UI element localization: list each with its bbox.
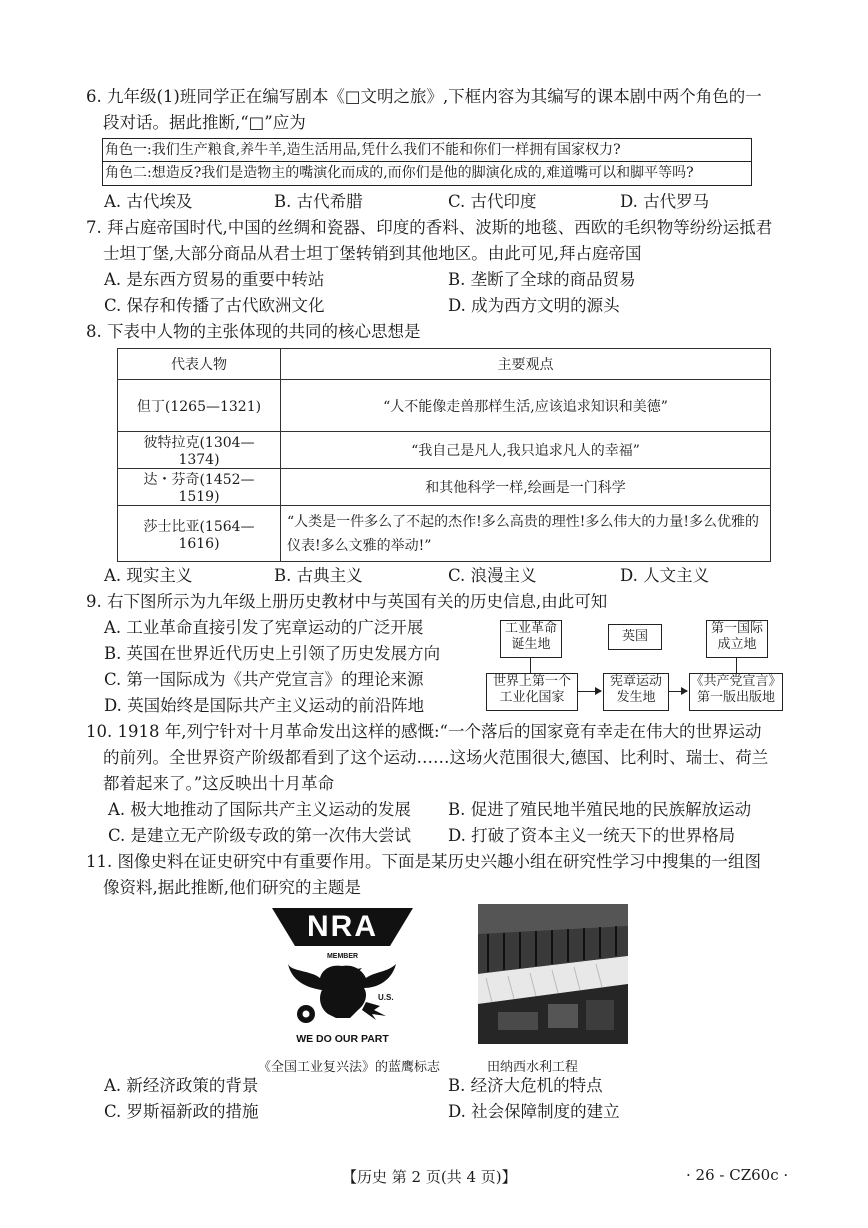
- q9-option-d[interactable]: D. 英国始终是国际共产主义运动的前沿阵地: [104, 696, 425, 715]
- q10-option-b[interactable]: B. 促进了殖民地半殖民地的民族解放运动: [448, 800, 752, 819]
- flow-box-first-industrialized: 世界上第一个 工业化国家: [486, 673, 578, 711]
- table-row: [118, 380, 771, 432]
- nra-logo-text: NRA: [307, 910, 378, 943]
- table-row: [118, 506, 771, 562]
- table-cell-person: 莎士比亚(1564—1616): [118, 506, 281, 562]
- q10-stem-line1: 10. 1918 年,列宁针对十月革命发出这样的感慨:“一个落后的国家竟有幸走在伟大的世界运动: [86, 722, 762, 741]
- table-cell-person: 彼特拉克(1304—1374): [118, 432, 281, 469]
- flow-arrow: [577, 691, 601, 692]
- table-cell-person: 但丁(1265—1321): [118, 380, 281, 432]
- q11-stem-line2: 像资料,据此推断,他们研究的主题是: [103, 878, 361, 897]
- table-cell-view: “人不能像走兽那样生活,应该追求知识和美德”: [281, 380, 771, 432]
- flow-box-industrial-revolution: 工业革命 诞生地: [500, 620, 562, 658]
- q7-stem-line1: 7. 拜占庭帝国时代,中国的丝绸和瓷器、印度的香料、波斯的地毯、西欧的毛织物等纷纷运抵君: [86, 218, 773, 237]
- q10-stem-line3: 都着起来了。”这反映出十月革命: [103, 774, 335, 793]
- page-footer-code: · 26 - CZ60c ·: [686, 1166, 789, 1184]
- q9-option-a[interactable]: A. 工业革命直接引发了宪章运动的广泛开展: [104, 618, 424, 637]
- nra-us-text: U.S.: [378, 993, 394, 1002]
- q6-option-c[interactable]: C. 古代印度: [448, 192, 537, 211]
- q6-stem-line1: 6. 九年级(1)班同学正在编写剧本《□文明之旅》,下框内容为其编写的课本剧中两个角色的一: [86, 87, 762, 106]
- q8-option-b[interactable]: B. 古典主义: [274, 566, 363, 585]
- table-cell-person: 达・芬奇(1452—1519): [118, 469, 281, 506]
- table-row: [118, 432, 771, 469]
- q6-stem-line2: 段对话。据此推断,“□”应为: [103, 113, 306, 132]
- q10-option-a[interactable]: A. 极大地推动了国际共产主义运动的发展: [108, 800, 411, 819]
- q10-option-c[interactable]: C. 是建立无产阶级专政的第一次伟大尝试: [108, 826, 412, 845]
- q7-option-b[interactable]: B. 垄断了全球的商品贸易: [448, 270, 636, 289]
- q6-role2: 角色二:想造反?我们是造物主的嘴演化而成的,而你们是他的脚演化成的,难道嘴可以和脚平等吗?: [103, 161, 751, 184]
- q11-option-c[interactable]: C. 罗斯福新政的措施: [104, 1102, 259, 1121]
- flow-arrow: [668, 691, 687, 692]
- q8-stem: 8. 下表中人物的主张体现的共同的核心思想是: [86, 322, 421, 341]
- table-cell-view: “人类是一件多么了不起的杰作!多么高贵的理性!多么伟大的力量!多么优雅的仪表!多么文雅的举动!”: [281, 506, 771, 562]
- nra-caption: 《全国工业复兴法》的蓝鹰标志: [258, 1060, 441, 1075]
- q6-option-a[interactable]: A. 古代埃及: [104, 192, 193, 211]
- q8-table: [117, 348, 771, 562]
- flow-connector: [530, 657, 531, 673]
- q11-option-b[interactable]: B. 经济大危机的特点: [448, 1076, 603, 1095]
- q6-option-b[interactable]: B. 古代希腊: [274, 192, 363, 211]
- q9-option-b[interactable]: B. 英国在世界近代历史上引领了历史发展方向: [104, 644, 441, 663]
- q9-option-c[interactable]: C. 第一国际成为《共产党宣言》的理论来源: [104, 670, 424, 689]
- flow-box-chartist: 宪章运动 发生地: [603, 673, 669, 711]
- table-header-person: 代表人物: [118, 349, 281, 380]
- q7-option-d[interactable]: D. 成为西方文明的源头: [448, 296, 620, 315]
- q10-option-d[interactable]: D. 打破了资本主义一统天下的世界格局: [448, 826, 736, 845]
- table-cell-view: 和其他科学一样,绘画是一门科学: [281, 469, 771, 506]
- q11-stem-line1: 11. 图像史料在证史研究中有重要作用。下面是某历史兴趣小组在研究性学习中搜集的一组图: [86, 852, 761, 871]
- q7-option-a[interactable]: A. 是东西方贸易的重要中转站: [104, 270, 325, 289]
- tennessee-dam-photo: [478, 904, 628, 1044]
- table-row: [118, 469, 771, 506]
- dam-caption: 田纳西水利工程: [487, 1060, 579, 1075]
- q8-option-a[interactable]: A. 现实主义: [104, 566, 193, 585]
- q11-option-d[interactable]: D. 社会保障制度的建立: [448, 1102, 620, 1121]
- flow-box-first-international: 第一国际 成立地: [706, 620, 768, 658]
- q7-stem-line2: 士坦丁堡,大部分商品从君士坦丁堡转销到其他地区。由此可见,拜占庭帝国: [103, 244, 642, 263]
- flow-box-manifesto: 《共产党宣言》 第一版出版地: [689, 673, 783, 711]
- q11-option-a[interactable]: A. 新经济政策的背景: [104, 1076, 259, 1095]
- q6-dialog-box: [102, 138, 752, 186]
- q6-option-d[interactable]: D. 古代罗马: [620, 192, 710, 211]
- table-header-row: [118, 349, 771, 380]
- q6-role1: 角色一:我们生产粮食,养牛羊,造生活用品,凭什么我们不能和你们一样拥有国家权力?: [105, 142, 621, 158]
- q7-option-c[interactable]: C. 保存和传播了古代欧洲文化: [104, 296, 325, 315]
- q10-stem-line2: 的前列。全世界资产阶级都看到了这个运动……这场火范围很大,德国、比利时、瑞士、荷兰: [103, 748, 769, 767]
- flow-connector: [736, 657, 737, 673]
- nra-member-text: MEMBER: [326, 953, 359, 960]
- nra-blue-eagle-image: [270, 906, 415, 1048]
- q8-option-c[interactable]: C. 浪漫主义: [448, 566, 537, 585]
- table-cell-view: “我自己是凡人,我只追求凡人的幸福”: [281, 432, 771, 469]
- q9-stem: 9. 右下图所示为九年级上册历史教材中与英国有关的历史信息,由此可知: [86, 592, 608, 611]
- nra-motto-text: WE DO OUR PART: [296, 1033, 389, 1045]
- flow-box-britain: 英国: [608, 624, 662, 650]
- page-footer-center: 【历史 第 2 页(共 4 页)】: [342, 1168, 517, 1186]
- table-header-view: 主要观点: [281, 349, 771, 380]
- q8-option-d[interactable]: D. 人文主义: [620, 566, 710, 585]
